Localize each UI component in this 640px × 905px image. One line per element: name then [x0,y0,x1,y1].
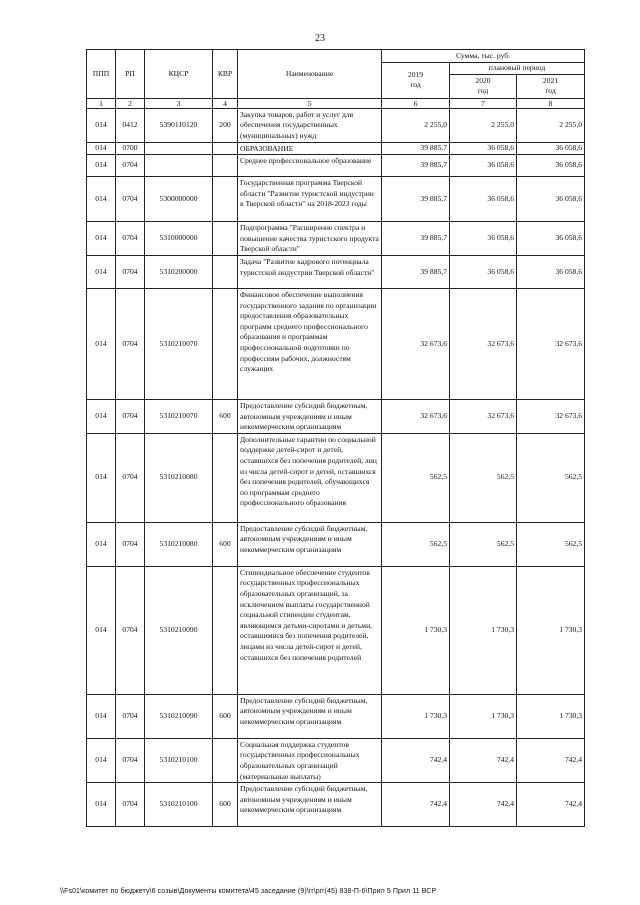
rp-cell: 0704 [116,222,145,256]
value-2021-cell: 2 255,0 [517,108,585,142]
value-2020-cell: 32 673,6 [450,399,517,433]
table-row [87,433,585,522]
budget-table [86,49,585,827]
kcsr-cell: 5310210100 [145,783,213,827]
kcsr-cell [145,142,213,155]
name-cell: Предоставление субсидий бюджетным, автономным учреждениям и иным некоммерческим организациям [238,783,382,827]
table-row [87,255,585,288]
value-2020-cell: 36 058,6 [450,222,517,256]
column-number: 4 [213,98,238,108]
value-2020-cell: 36 058,6 [450,255,517,288]
kcsr-cell: 5310000000 [145,222,213,256]
rp-cell: 0704 [116,738,145,782]
kcsr-cell: 5300000000 [145,177,213,222]
ppp-cell: 014 [87,399,116,433]
rp-cell: 0704 [116,433,145,522]
value-2019-cell: 39 885,7 [382,155,450,177]
ppp-cell: 014 [87,694,116,738]
name-cell: Финансовое обеспечение выполнения государственного задания по организации предоставления образовательных программ среднего профессионального образования и программам профессиональной подготовки по профессиям рабочих, должностям служащих [238,288,382,399]
ppp-cell: 014 [87,177,116,222]
value-2019-cell: 39 885,7 [382,142,450,155]
header-year-2021 [517,74,585,98]
header-ppp: ППП [87,50,116,99]
ppp-cell: 014 [87,433,116,522]
kvr-cell [213,433,238,522]
kvr-cell [213,255,238,288]
kcsr-cell [145,155,213,177]
kvr-cell [213,566,238,694]
ppp-cell: 014 [87,255,116,288]
value-2020-cell: 36 058,6 [450,142,517,155]
value-2021-cell: 742,4 [517,783,585,827]
value-2019-cell: 742,4 [382,783,450,827]
ppp-cell: 014 [87,522,116,566]
column-number: 3 [145,98,213,108]
ppp-cell: 014 [87,142,116,155]
column-number: 5 [238,98,382,108]
value-2021-cell: 1 730,3 [517,694,585,738]
value-2019-cell: 2 255,0 [382,108,450,142]
name-cell: Предоставление субсидий бюджетным, автономным учреждениям и иным некоммерческим организациям [238,522,382,566]
header-year-2019 [382,63,450,99]
table-row [87,566,585,694]
column-number-row [87,98,585,108]
table-row [87,783,585,827]
ppp-cell: 014 [87,738,116,782]
header-year-2020-unit: год [477,86,489,96]
column-number: 2 [116,98,145,108]
value-2020-cell: 562,5 [450,522,517,566]
value-2021-cell: 36 058,6 [517,255,585,288]
kcsr-cell: 5390110120 [145,108,213,142]
kvr-cell: 600 [213,522,238,566]
table-row [87,142,585,155]
column-number: 1 [87,98,116,108]
name-cell: Среднее профессиональное образование [238,155,382,177]
value-2019-cell: 742,4 [382,738,450,782]
ppp-cell: 014 [87,155,116,177]
kcsr-cell: 5310210070 [145,399,213,433]
header-sum-group: Сумма, тыс. руб. [382,50,585,63]
header-year-2019-value: 2019 [407,69,424,79]
value-2021-cell: 32 673,6 [517,399,585,433]
kvr-cell [213,738,238,782]
ppp-cell: 014 [87,288,116,399]
value-2020-cell: 1 730,3 [450,694,517,738]
kcsr-cell: 5310210080 [145,433,213,522]
value-2021-cell: 36 058,6 [517,155,585,177]
header-year-2021-value: 2021 [542,75,559,85]
kcsr-cell: 5310210100 [145,738,213,782]
name-cell: ОБРАЗОВАНИЕ [238,142,382,155]
rp-cell: 0700 [116,142,145,155]
footer-file-path: \\Fs01\комитет по бюджету\6 созыв\Документы комитета\45 заседание (9)\rr\prr(45) 838-П-6\Прил 5 Прил 11 ВСР [60,888,437,895]
kvr-cell: 600 [213,783,238,827]
rp-cell: 0704 [116,177,145,222]
kcsr-cell: 5310210090 [145,694,213,738]
value-2021-cell: 36 058,6 [517,177,585,222]
kcsr-cell: 5310200000 [145,255,213,288]
value-2020-cell: 36 058,6 [450,155,517,177]
table-row [87,522,585,566]
rp-cell: 0412 [116,108,145,142]
value-2019-cell: 39 885,7 [382,177,450,222]
rp-cell: 0704 [116,155,145,177]
kvr-cell: 600 [213,399,238,433]
rp-cell: 0704 [116,522,145,566]
table-row [87,694,585,738]
kvr-cell [213,222,238,256]
ppp-cell: 014 [87,566,116,694]
value-2019-cell: 39 885,7 [382,255,450,288]
value-2021-cell: 1 730,3 [517,566,585,694]
value-2019-cell: 562,5 [382,433,450,522]
value-2021-cell: 36 058,6 [517,222,585,256]
value-2020-cell: 742,4 [450,738,517,782]
value-2019-cell: 39 885,7 [382,222,450,256]
header-kcsr: КЦСР [145,50,213,99]
value-2019-cell: 1 730,3 [382,694,450,738]
table-row [87,222,585,256]
kvr-cell: 200 [213,108,238,142]
value-2021-cell: 562,5 [517,522,585,566]
header-name: Наименование [238,50,382,99]
rp-cell: 0704 [116,694,145,738]
value-2020-cell: 2 255,0 [450,108,517,142]
kvr-cell [213,177,238,222]
header-rp: РП [116,50,145,99]
ppp-cell: 014 [87,108,116,142]
value-2020-cell: 1 730,3 [450,566,517,694]
rp-cell: 0704 [116,399,145,433]
name-cell: Социальная поддержка студентов государственных профессиональных образовательных организаций (материальные выплаты) [238,738,382,782]
kvr-cell [213,142,238,155]
name-cell: Задача "Развитие кадрового потенциала туристской индустрии Тверской области" [238,255,382,288]
kvr-cell: 600 [213,694,238,738]
value-2019-cell: 32 673,6 [382,288,450,399]
name-cell: Предоставление субсидий бюджетным, автономным учреждениям и иным некоммерческим организациям [238,694,382,738]
name-cell: Закупка товаров, работ и услуг для обеспечения государственных (муниципальных) нужд [238,108,382,142]
ppp-cell: 014 [87,222,116,256]
header-year-2021-unit: год [545,86,556,96]
value-2020-cell: 562,5 [450,433,517,522]
table-row [87,108,585,142]
rp-cell: 0704 [116,783,145,827]
name-cell: Государственная программа Тверской области "Развитие туристской индустрии в Тверской области" на 2018-2023 годы [238,177,382,222]
table-row [87,738,585,782]
header-year-2020-value: 2020 [475,75,491,85]
page-number: 23 [315,33,325,44]
column-number: 7 [450,98,517,108]
value-2019-cell: 1 730,3 [382,566,450,694]
header-planned-period: плановый период [450,63,585,75]
value-2019-cell: 562,5 [382,522,450,566]
kvr-cell [213,155,238,177]
kcsr-cell: 5310210070 [145,288,213,399]
rp-cell: 0704 [116,566,145,694]
kcsr-cell: 5310210090 [145,566,213,694]
header-year-2019-unit: год [410,80,421,90]
kvr-cell [213,288,238,399]
name-cell: Дополнительные гарантии по социальной поддержке детей-сирот и детей, оставшихся без попечения родителей, лиц из числа детей-сирот и детей, оставшихся без попечения родителей, обучающихся по программам среднего профессионального образования [238,433,382,522]
name-cell: Предоставление субсидий бюджетным, автономным учреждениям и иным некоммерческим организациям [238,399,382,433]
table-row [87,399,585,433]
value-2020-cell: 36 058,6 [450,177,517,222]
rp-cell: 0704 [116,288,145,399]
value-2019-cell: 32 673,6 [382,399,450,433]
value-2021-cell: 32 673,6 [517,288,585,399]
column-number: 6 [382,98,450,108]
name-cell: Подпрограмма "Расширение спектра и повышение качества туристского продукта Тверской области" [238,222,382,256]
value-2020-cell: 32 673,6 [450,288,517,399]
header-kvr: КВР [213,50,238,99]
table-row [87,155,585,177]
column-number: 8 [517,98,585,108]
table-row [87,177,585,222]
rp-cell: 0704 [116,255,145,288]
value-2021-cell: 742,4 [517,738,585,782]
value-2021-cell: 36 058,6 [517,142,585,155]
table-row [87,288,585,399]
value-2021-cell: 562,5 [517,433,585,522]
header-year-2020 [450,74,517,98]
kcsr-cell: 5310210080 [145,522,213,566]
value-2020-cell: 742,4 [450,783,517,827]
name-cell: Стипендиальное обеспечение студентов государственных профессиональных образовательных организаций, за исключением выплаты государственной социальной стипендии студентам, являющимся детьми-сиротами и детьми, оставшимися без попечения родителей, лицами из числа детей-сирот и детей, оставшихся без попечения родителей [238,566,382,694]
ppp-cell: 014 [87,783,116,827]
